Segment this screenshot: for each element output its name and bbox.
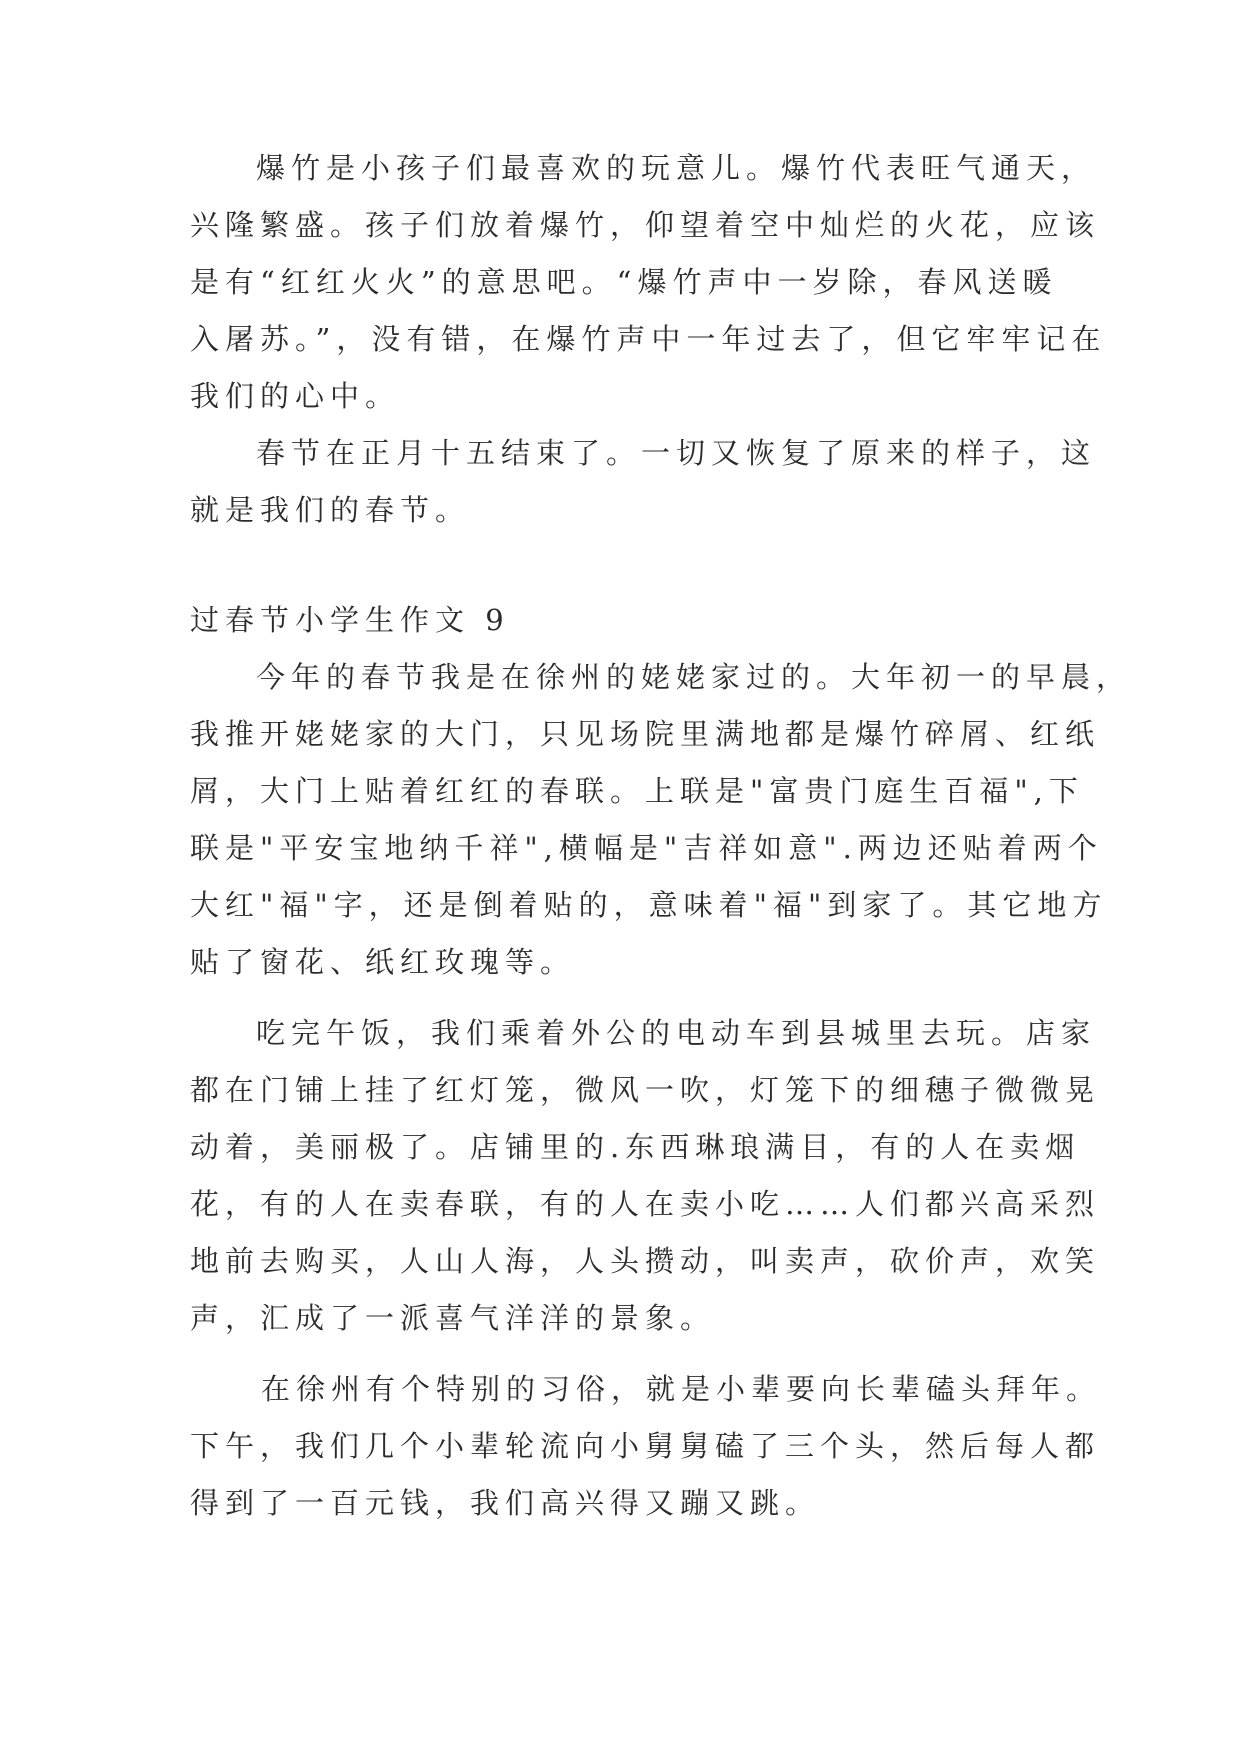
paragraph-1-line-1: 爆竹是小孩子们最喜欢的玩意儿。爆竹代表旺气通天， xyxy=(256,151,1097,185)
paragraph-4-line-1: 吃完午饭，我们乘着外公的电动车到县城里去玩。店家 xyxy=(256,1016,1097,1050)
paragraph-1-line-3: 是有“红红火火”的意思吧。“爆竹声中一岁除，春风送暖 xyxy=(190,265,1058,299)
paragraph-4-line-3: 动着，美丽极了。店铺里的.东西琳琅满目，有的人在卖烟 xyxy=(190,1130,1081,1164)
paragraph-5-line-3: 得到了一百元钱，我们高兴得又蹦又跳。 xyxy=(190,1486,821,1520)
paragraph-3-line-2: 我推开姥姥家的大门，只见场院里满地都是爆竹碎屑、红纸 xyxy=(190,717,1101,751)
paragraph-3-line-5: 大红"福"字，还是倒着贴的，意味着"福"到家了。其它地方 xyxy=(190,888,1108,922)
paragraph-3-line-6: 贴了窗花、纸红玫瑰等。 xyxy=(190,945,576,979)
paragraph-1-line-5: 我们的心中。 xyxy=(190,379,401,413)
paragraph-2-line-1: 春节在正月十五结束了。一切又恢复了原来的样子，这 xyxy=(256,436,1097,470)
paragraph-3-line-1: 今年的春节我是在徐州的姥姥家过的。大年初一的早晨， xyxy=(256,660,1132,694)
essay-heading: 过春节小学生作文 9 xyxy=(190,603,510,637)
paragraph-1-line-4: 入屠苏。”，没有错，在爆竹声中一年过去了，但它牢牢记在 xyxy=(190,322,1107,356)
paragraph-5-line-2: 下午，我们几个小辈轮流向小舅舅磕了三个头，然后每人都 xyxy=(190,1429,1101,1463)
paragraph-1-line-2: 兴隆繁盛。孩子们放着爆竹，仰望着空中灿烂的火花，应该 xyxy=(190,208,1101,242)
paragraph-4-line-5: 地前去购买，人山人海，人头攒动，叫卖声，砍价声，欢笑 xyxy=(190,1244,1101,1278)
paragraph-4-line-2: 都在门铺上挂了红灯笼，微风一吹，灯笼下的细穗子微微晃 xyxy=(190,1073,1101,1107)
paragraph-4-line-4: 花，有的人在卖春联，有的人在卖小吃……人们都兴高采烈 xyxy=(190,1187,1101,1221)
paragraph-3-line-4: 联是"平安宝地纳千祥",横幅是"吉祥如意".两边还贴着两个 xyxy=(190,831,1103,865)
paragraph-2-line-2: 就是我们的春节。 xyxy=(190,493,471,527)
paragraph-4-line-6: 声，汇成了一派喜气洋洋的景象。 xyxy=(190,1301,716,1335)
paragraph-3-line-3: 屑，大门上贴着红红的春联。上联是"富贵门庭生百福",下 xyxy=(190,774,1084,808)
paragraph-5-line-1: 在徐州有个特别的习俗，就是小辈要向长辈磕头拜年。 xyxy=(261,1372,1102,1406)
